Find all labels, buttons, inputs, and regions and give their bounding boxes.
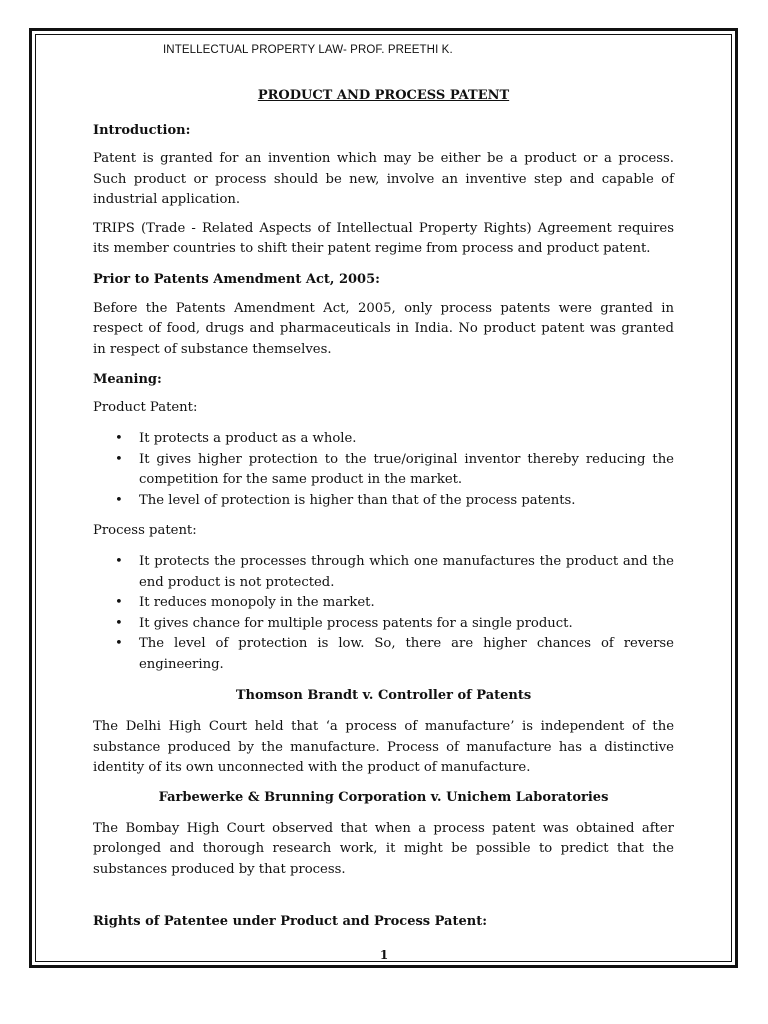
list-item: • It reduces monopoly in the market.	[93, 593, 674, 614]
list-item: • The level of protection is low. So, there are higher chances of reverse engineering.	[115, 636, 674, 672]
case-title-farbewerke: Farbewerke & Brunning Corporation v. Unichem Laboratories	[158, 789, 609, 805]
running-header: INTELLECTUAL PROPERTY LAW- PROF. PREETHI K.	[163, 44, 453, 56]
bullet-icon: •	[115, 554, 123, 569]
list-item: • It gives higher protection to the true/original inventor thereby reducing the competition for the same product in the market.	[115, 451, 674, 487]
case-text-thomson-brandt: The Delhi High Court held that ‘a process of manufacture’ is independent of the substance produced by the manufacture. Process of manufacture has a distinctive identity of its own unconnected with the product of manufacture.	[93, 719, 674, 775]
process-patent-list	[93, 552, 674, 675]
bullet-icon: •	[115, 615, 123, 631]
product-patent-label: Product Patent:	[93, 400, 198, 415]
case-text-farbewerke: The Bombay High Court observed that when a process patent was obtained after prolonged and thorough research work, it might be possible to predict that the substances produced by that process.	[93, 820, 674, 877]
introduction-heading: Introduction:	[93, 123, 191, 138]
list-item: • It protects a product as a whole.	[93, 429, 674, 450]
document-title: PRODUCT AND PROCESS PATENT	[257, 88, 510, 103]
bullet-icon: •	[115, 451, 123, 467]
document-body	[93, 40, 674, 930]
bullet-icon: •	[115, 636, 123, 651]
product-patent-list	[93, 429, 674, 511]
prior-amendment-paragraph: Before the Patents Amendment Act, 2005, only process patents were granted in respect of food, drugs and pharmaceuticals in India. No product patent was granted in respect of substance themselves.	[93, 300, 674, 357]
bullet-icon: •	[115, 595, 123, 610]
bullet-icon: •	[115, 492, 123, 508]
introduction-paragraph-1: Patent is granted for an invention which may be either be a product or a process. Such product or process should be new, involve an inventive step and capable of industrial application.	[93, 151, 674, 207]
list-item: • The level of protection is higher than that of the process patents.	[93, 491, 674, 512]
introduction-paragraph-2: TRIPS (Trade - Related Aspects of Intellectual Property Rights) Agreement requires its member countries to shift their patent regime from process and product patent.	[93, 220, 674, 256]
list-item: • It gives chance for multiple process patents for a single product.	[93, 614, 674, 635]
list-item: • It protects the processes through which one manufactures the product and the end product is not protected.	[115, 554, 674, 590]
bullet-icon: •	[115, 431, 123, 446]
case-title-thomson-brandt: Thomson Brandt v. Controller of Patents	[235, 688, 532, 703]
page-number: 1	[379, 948, 389, 962]
process-patent-label: Process patent:	[93, 523, 197, 538]
rights-heading: Rights of Patentee under Product and Process Patent:	[93, 914, 488, 929]
meaning-heading: Meaning:	[93, 372, 162, 387]
prior-amendment-heading: Prior to Patents Amendment Act, 2005:	[93, 271, 380, 287]
